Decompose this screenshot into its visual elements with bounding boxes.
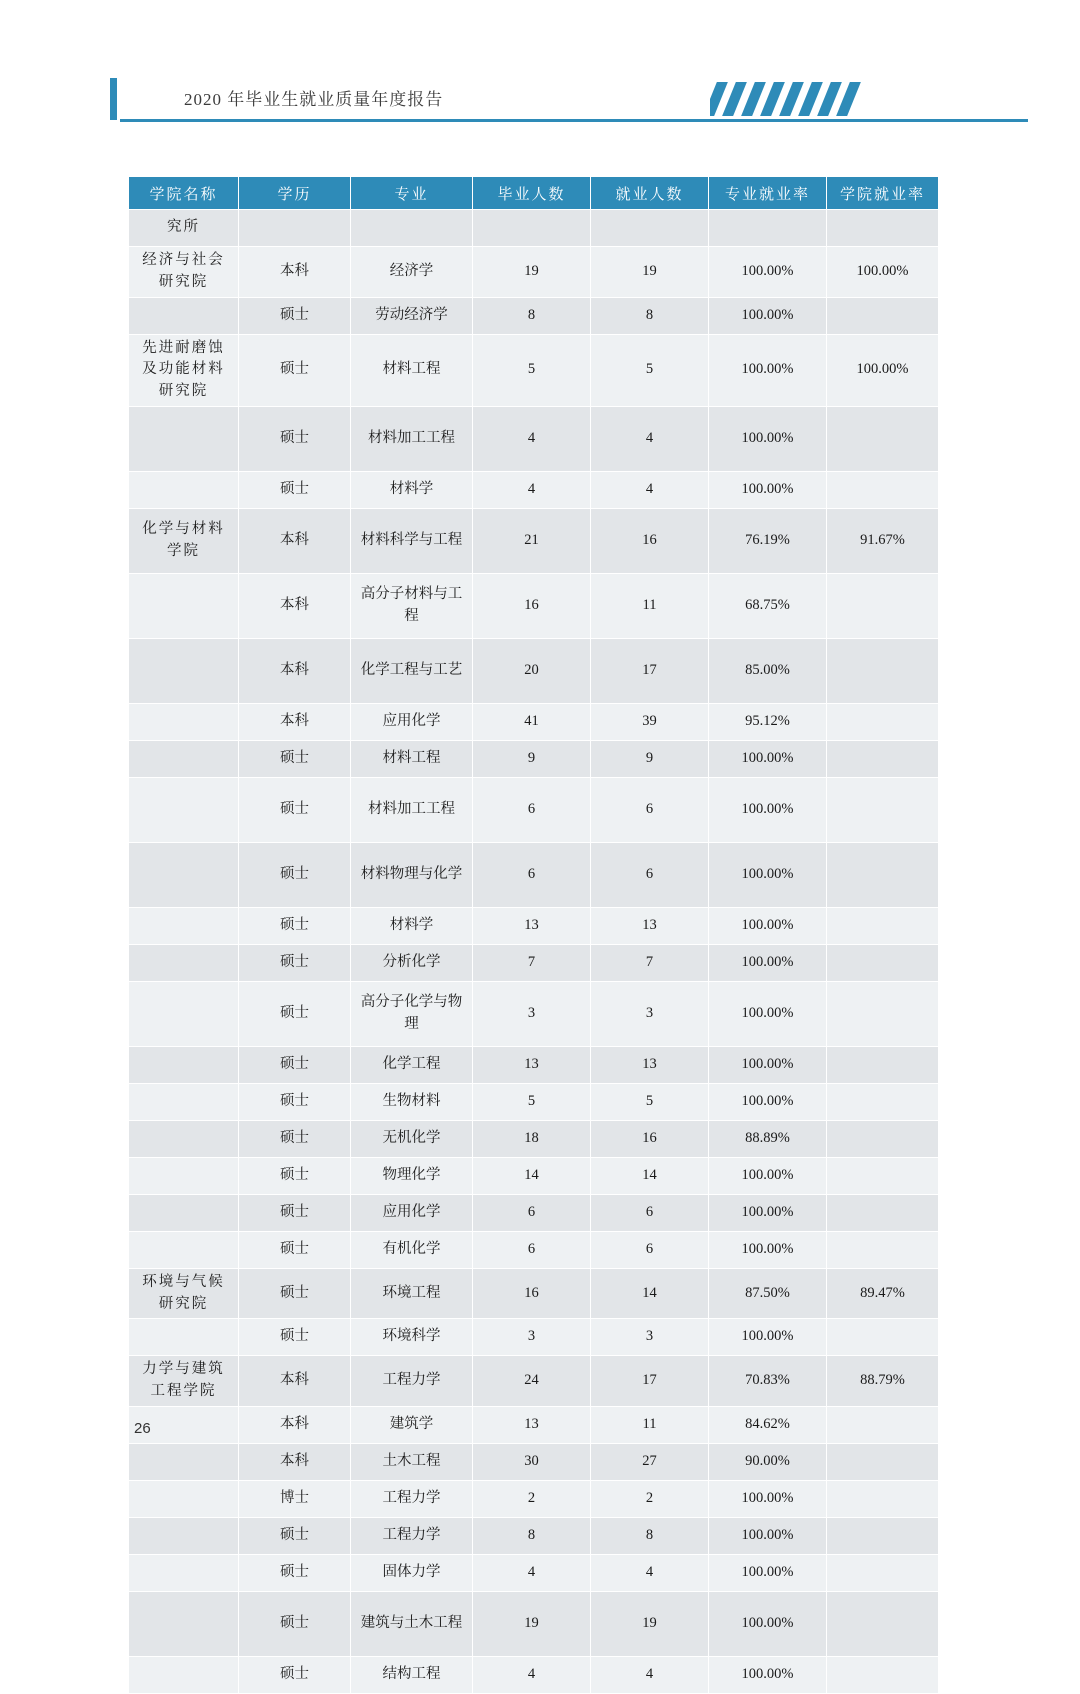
cell-employed: 7 bbox=[591, 944, 709, 981]
table-header-row bbox=[129, 177, 939, 210]
table-row bbox=[129, 1517, 939, 1554]
cell-degree: 本科 bbox=[239, 1443, 351, 1480]
cell-college-rate bbox=[827, 1319, 939, 1356]
cell-major-rate: 76.19% bbox=[709, 508, 827, 573]
table-row bbox=[129, 1656, 939, 1693]
cell-college: 先进耐磨蚀及功能材料研究院 bbox=[129, 334, 239, 406]
cell-graduates: 18 bbox=[473, 1120, 591, 1157]
cell-major: 有机化学 bbox=[351, 1231, 473, 1268]
cell-major: 结构工程 bbox=[351, 1656, 473, 1693]
cell-employed: 17 bbox=[591, 638, 709, 703]
cell-major-rate: 70.83% bbox=[709, 1356, 827, 1407]
cell-college bbox=[129, 981, 239, 1046]
cell-employed: 6 bbox=[591, 842, 709, 907]
cell-degree: 硕士 bbox=[239, 297, 351, 334]
cell-major-rate: 100.00% bbox=[709, 1157, 827, 1194]
col-header-major-rate: 专业就业率 bbox=[709, 177, 827, 210]
cell-major-rate: 88.89% bbox=[709, 1120, 827, 1157]
cell-degree: 硕士 bbox=[239, 1268, 351, 1319]
table-row bbox=[129, 740, 939, 777]
cell-employed: 4 bbox=[591, 406, 709, 471]
cell-college-rate bbox=[827, 1517, 939, 1554]
cell-graduates: 4 bbox=[473, 1554, 591, 1591]
col-header-major: 专业 bbox=[351, 177, 473, 210]
cell-major-rate: 85.00% bbox=[709, 638, 827, 703]
cell-college-rate bbox=[827, 1231, 939, 1268]
cell-major-rate: 100.00% bbox=[709, 1656, 827, 1693]
cell-major-rate: 100.00% bbox=[709, 334, 827, 406]
cell-college: 环境与气候研究院 bbox=[129, 1268, 239, 1319]
cell-major-rate: 100.00% bbox=[709, 1319, 827, 1356]
cell-college bbox=[129, 842, 239, 907]
table-row bbox=[129, 907, 939, 944]
cell-major-rate: 100.00% bbox=[709, 1591, 827, 1656]
cell-employed bbox=[591, 210, 709, 247]
table-row bbox=[129, 1480, 939, 1517]
cell-degree: 本科 bbox=[239, 1406, 351, 1443]
cell-major: 建筑与土木工程 bbox=[351, 1591, 473, 1656]
cell-college-rate bbox=[827, 1083, 939, 1120]
cell-college-rate bbox=[827, 981, 939, 1046]
cell-college-rate: 91.67% bbox=[827, 508, 939, 573]
cell-college bbox=[129, 1554, 239, 1591]
cell-college bbox=[129, 1083, 239, 1120]
cell-graduates: 4 bbox=[473, 1656, 591, 1693]
cell-degree: 本科 bbox=[239, 1356, 351, 1407]
table-row bbox=[129, 1319, 939, 1356]
cell-employed: 3 bbox=[591, 981, 709, 1046]
cell-degree: 硕士 bbox=[239, 944, 351, 981]
cell-major: 材料加工工程 bbox=[351, 777, 473, 842]
cell-major-rate: 100.00% bbox=[709, 471, 827, 508]
col-header-employed: 就业人数 bbox=[591, 177, 709, 210]
cell-employed: 4 bbox=[591, 1554, 709, 1591]
cell-major-rate: 100.00% bbox=[709, 1194, 827, 1231]
cell-major-rate: 90.00% bbox=[709, 1443, 827, 1480]
cell-degree: 硕士 bbox=[239, 1554, 351, 1591]
cell-major-rate: 95.12% bbox=[709, 703, 827, 740]
cell-degree: 本科 bbox=[239, 508, 351, 573]
cell-college bbox=[129, 703, 239, 740]
employment-rate-table bbox=[128, 176, 939, 1694]
cell-degree: 硕士 bbox=[239, 471, 351, 508]
table-row bbox=[129, 842, 939, 907]
cell-graduates: 19 bbox=[473, 1591, 591, 1656]
col-header-college: 学院名称 bbox=[129, 177, 239, 210]
cell-college bbox=[129, 907, 239, 944]
cell-college bbox=[129, 1656, 239, 1693]
table-row bbox=[129, 703, 939, 740]
table-row bbox=[129, 777, 939, 842]
cell-college-rate bbox=[827, 777, 939, 842]
cell-college-rate bbox=[827, 1157, 939, 1194]
table-header bbox=[129, 177, 939, 210]
cell-college-rate bbox=[827, 1480, 939, 1517]
cell-major-rate: 100.00% bbox=[709, 1046, 827, 1083]
cell-employed: 17 bbox=[591, 1356, 709, 1407]
header-accent-bar bbox=[110, 78, 117, 120]
cell-employed: 8 bbox=[591, 297, 709, 334]
cell-major: 土木工程 bbox=[351, 1443, 473, 1480]
cell-employed: 5 bbox=[591, 1083, 709, 1120]
cell-major: 材料科学与工程 bbox=[351, 508, 473, 573]
cell-employed: 11 bbox=[591, 1406, 709, 1443]
cell-graduates: 24 bbox=[473, 1356, 591, 1407]
cell-major: 分析化学 bbox=[351, 944, 473, 981]
cell-degree: 硕士 bbox=[239, 1319, 351, 1356]
cell-major: 固体力学 bbox=[351, 1554, 473, 1591]
cell-major-rate: 87.50% bbox=[709, 1268, 827, 1319]
table-row bbox=[129, 210, 939, 247]
cell-employed: 6 bbox=[591, 1194, 709, 1231]
cell-degree: 硕士 bbox=[239, 1194, 351, 1231]
cell-graduates: 7 bbox=[473, 944, 591, 981]
page-number: 26 bbox=[134, 1420, 151, 1437]
cell-major: 环境科学 bbox=[351, 1319, 473, 1356]
table-row bbox=[129, 638, 939, 703]
cell-major-rate: 100.00% bbox=[709, 247, 827, 298]
cell-graduates: 6 bbox=[473, 1194, 591, 1231]
cell-employed: 4 bbox=[591, 471, 709, 508]
cell-major: 应用化学 bbox=[351, 703, 473, 740]
cell-college-rate bbox=[827, 471, 939, 508]
cell-college-rate bbox=[827, 842, 939, 907]
cell-college-rate: 100.00% bbox=[827, 247, 939, 298]
cell-college bbox=[129, 297, 239, 334]
cell-major-rate: 100.00% bbox=[709, 1480, 827, 1517]
cell-major-rate: 84.62% bbox=[709, 1406, 827, 1443]
cell-graduates: 16 bbox=[473, 1268, 591, 1319]
cell-degree: 硕士 bbox=[239, 1656, 351, 1693]
cell-graduates: 4 bbox=[473, 406, 591, 471]
cell-graduates: 6 bbox=[473, 777, 591, 842]
cell-degree: 硕士 bbox=[239, 842, 351, 907]
cell-college bbox=[129, 1319, 239, 1356]
table-row bbox=[129, 1443, 939, 1480]
cell-major-rate: 100.00% bbox=[709, 944, 827, 981]
cell-major: 无机化学 bbox=[351, 1120, 473, 1157]
cell-major-rate: 100.00% bbox=[709, 406, 827, 471]
cell-college bbox=[129, 777, 239, 842]
cell-major: 工程力学 bbox=[351, 1356, 473, 1407]
cell-degree: 硕士 bbox=[239, 1046, 351, 1083]
cell-major: 劳动经济学 bbox=[351, 297, 473, 334]
cell-major-rate: 100.00% bbox=[709, 1554, 827, 1591]
cell-graduates: 13 bbox=[473, 1406, 591, 1443]
table-row bbox=[129, 247, 939, 298]
cell-college bbox=[129, 1046, 239, 1083]
table-row bbox=[129, 1554, 939, 1591]
cell-major: 材料加工工程 bbox=[351, 406, 473, 471]
cell-degree: 硕士 bbox=[239, 1591, 351, 1656]
cell-major: 建筑学 bbox=[351, 1406, 473, 1443]
table-row bbox=[129, 334, 939, 406]
cell-employed: 16 bbox=[591, 1120, 709, 1157]
header-divider bbox=[120, 119, 1028, 122]
cell-major-rate: 100.00% bbox=[709, 1517, 827, 1554]
cell-college bbox=[129, 471, 239, 508]
cell-graduates: 2 bbox=[473, 1480, 591, 1517]
cell-college: 经济与社会研究院 bbox=[129, 247, 239, 298]
cell-college-rate bbox=[827, 297, 939, 334]
page-header bbox=[110, 78, 1028, 124]
cell-major: 环境工程 bbox=[351, 1268, 473, 1319]
cell-college: 力学与建筑工程学院 bbox=[129, 1356, 239, 1407]
cell-graduates bbox=[473, 210, 591, 247]
cell-college-rate bbox=[827, 1591, 939, 1656]
cell-college bbox=[129, 638, 239, 703]
cell-college bbox=[129, 1480, 239, 1517]
cell-college-rate bbox=[827, 406, 939, 471]
table-row bbox=[129, 406, 939, 471]
cell-graduates: 5 bbox=[473, 334, 591, 406]
cell-major: 应用化学 bbox=[351, 1194, 473, 1231]
cell-employed: 6 bbox=[591, 777, 709, 842]
cell-college bbox=[129, 1443, 239, 1480]
cell-college bbox=[129, 1517, 239, 1554]
table-row bbox=[129, 1406, 939, 1443]
cell-graduates: 6 bbox=[473, 842, 591, 907]
cell-major: 生物材料 bbox=[351, 1083, 473, 1120]
cell-graduates: 30 bbox=[473, 1443, 591, 1480]
cell-college-rate bbox=[827, 703, 939, 740]
table-row bbox=[129, 297, 939, 334]
table-row bbox=[129, 1231, 939, 1268]
cell-employed: 11 bbox=[591, 573, 709, 638]
cell-college: 化学与材料学院 bbox=[129, 508, 239, 573]
cell-major: 材料工程 bbox=[351, 740, 473, 777]
cell-major: 高分子化学与物理 bbox=[351, 981, 473, 1046]
cell-major-rate: 100.00% bbox=[709, 1231, 827, 1268]
cell-college-rate bbox=[827, 1406, 939, 1443]
cell-major-rate: 100.00% bbox=[709, 777, 827, 842]
cell-major: 化学工程与工艺 bbox=[351, 638, 473, 703]
cell-graduates: 19 bbox=[473, 247, 591, 298]
cell-major-rate: 100.00% bbox=[709, 740, 827, 777]
cell-college-rate bbox=[827, 1194, 939, 1231]
cell-employed: 6 bbox=[591, 1231, 709, 1268]
table-row bbox=[129, 1591, 939, 1656]
table-row bbox=[129, 1120, 939, 1157]
cell-degree: 硕士 bbox=[239, 1231, 351, 1268]
cell-college bbox=[129, 1194, 239, 1231]
cell-employed: 9 bbox=[591, 740, 709, 777]
cell-college bbox=[129, 1591, 239, 1656]
cell-college bbox=[129, 944, 239, 981]
cell-employed: 14 bbox=[591, 1157, 709, 1194]
cell-college-rate bbox=[827, 907, 939, 944]
cell-college-rate: 88.79% bbox=[827, 1356, 939, 1407]
cell-college-rate bbox=[827, 1656, 939, 1693]
cell-major: 化学工程 bbox=[351, 1046, 473, 1083]
cell-degree: 硕士 bbox=[239, 907, 351, 944]
cell-college-rate bbox=[827, 573, 939, 638]
cell-college-rate: 89.47% bbox=[827, 1268, 939, 1319]
cell-degree: 硕士 bbox=[239, 406, 351, 471]
cell-employed: 3 bbox=[591, 1319, 709, 1356]
cell-major-rate: 68.75% bbox=[709, 573, 827, 638]
cell-graduates: 9 bbox=[473, 740, 591, 777]
cell-employed: 19 bbox=[591, 247, 709, 298]
cell-degree bbox=[239, 210, 351, 247]
cell-graduates: 5 bbox=[473, 1083, 591, 1120]
cell-major-rate: 100.00% bbox=[709, 1083, 827, 1120]
table-row bbox=[129, 1083, 939, 1120]
cell-major: 工程力学 bbox=[351, 1517, 473, 1554]
table-row bbox=[129, 508, 939, 573]
table-row bbox=[129, 1194, 939, 1231]
table-row bbox=[129, 1157, 939, 1194]
cell-major: 材料工程 bbox=[351, 334, 473, 406]
cell-employed: 39 bbox=[591, 703, 709, 740]
cell-employed: 19 bbox=[591, 1591, 709, 1656]
cell-graduates: 3 bbox=[473, 1319, 591, 1356]
cell-degree: 博士 bbox=[239, 1480, 351, 1517]
cell-employed: 14 bbox=[591, 1268, 709, 1319]
employment-table-container bbox=[128, 176, 938, 1694]
cell-graduates: 20 bbox=[473, 638, 591, 703]
cell-college-rate bbox=[827, 1443, 939, 1480]
cell-degree: 本科 bbox=[239, 703, 351, 740]
cell-college bbox=[129, 1157, 239, 1194]
cell-graduates: 8 bbox=[473, 297, 591, 334]
cell-major bbox=[351, 210, 473, 247]
cell-major-rate: 100.00% bbox=[709, 981, 827, 1046]
col-header-graduates: 毕业人数 bbox=[473, 177, 591, 210]
header-stripes-decoration bbox=[710, 82, 870, 116]
cell-graduates: 13 bbox=[473, 907, 591, 944]
cell-graduates: 16 bbox=[473, 573, 591, 638]
cell-major: 工程力学 bbox=[351, 1480, 473, 1517]
cell-employed: 2 bbox=[591, 1480, 709, 1517]
cell-graduates: 41 bbox=[473, 703, 591, 740]
cell-college bbox=[129, 573, 239, 638]
cell-college bbox=[129, 1231, 239, 1268]
cell-degree: 本科 bbox=[239, 573, 351, 638]
cell-graduates: 3 bbox=[473, 981, 591, 1046]
cell-college-rate bbox=[827, 740, 939, 777]
cell-college-rate bbox=[827, 638, 939, 703]
cell-employed: 13 bbox=[591, 1046, 709, 1083]
cell-graduates: 6 bbox=[473, 1231, 591, 1268]
cell-college-rate bbox=[827, 1554, 939, 1591]
table-row bbox=[129, 1356, 939, 1407]
cell-degree: 硕士 bbox=[239, 777, 351, 842]
cell-graduates: 14 bbox=[473, 1157, 591, 1194]
cell-college-rate bbox=[827, 1120, 939, 1157]
cell-college-rate bbox=[827, 944, 939, 981]
table-row bbox=[129, 1046, 939, 1083]
cell-major: 经济学 bbox=[351, 247, 473, 298]
cell-degree: 硕士 bbox=[239, 1120, 351, 1157]
table-row bbox=[129, 1268, 939, 1319]
cell-degree: 本科 bbox=[239, 247, 351, 298]
cell-employed: 13 bbox=[591, 907, 709, 944]
cell-major-rate: 100.00% bbox=[709, 842, 827, 907]
cell-employed: 4 bbox=[591, 1656, 709, 1693]
cell-degree: 硕士 bbox=[239, 1157, 351, 1194]
table-row bbox=[129, 944, 939, 981]
cell-college-rate bbox=[827, 1046, 939, 1083]
cell-employed: 8 bbox=[591, 1517, 709, 1554]
table-row bbox=[129, 471, 939, 508]
cell-college bbox=[129, 1120, 239, 1157]
cell-graduates: 21 bbox=[473, 508, 591, 573]
cell-employed: 16 bbox=[591, 508, 709, 573]
cell-college-rate: 100.00% bbox=[827, 334, 939, 406]
cell-major-rate: 100.00% bbox=[709, 907, 827, 944]
cell-degree: 硕士 bbox=[239, 740, 351, 777]
cell-college bbox=[129, 740, 239, 777]
cell-degree: 硕士 bbox=[239, 981, 351, 1046]
cell-employed: 27 bbox=[591, 1443, 709, 1480]
col-header-college-rate: 学院就业率 bbox=[827, 177, 939, 210]
cell-degree: 本科 bbox=[239, 638, 351, 703]
cell-college: 究所 bbox=[129, 210, 239, 247]
cell-degree: 硕士 bbox=[239, 334, 351, 406]
table-body bbox=[129, 210, 939, 1694]
cell-major-rate bbox=[709, 210, 827, 247]
cell-major: 材料物理与化学 bbox=[351, 842, 473, 907]
table-row bbox=[129, 573, 939, 638]
cell-employed: 5 bbox=[591, 334, 709, 406]
cell-degree: 硕士 bbox=[239, 1083, 351, 1120]
cell-degree: 硕士 bbox=[239, 1517, 351, 1554]
header-title: 2020 年毕业生就业质量年度报告 bbox=[184, 90, 444, 109]
table-row bbox=[129, 981, 939, 1046]
cell-graduates: 8 bbox=[473, 1517, 591, 1554]
cell-graduates: 13 bbox=[473, 1046, 591, 1083]
cell-major-rate: 100.00% bbox=[709, 297, 827, 334]
cell-major: 材料学 bbox=[351, 471, 473, 508]
cell-college bbox=[129, 406, 239, 471]
cell-college-rate bbox=[827, 210, 939, 247]
cell-graduates: 4 bbox=[473, 471, 591, 508]
cell-major: 高分子材料与工程 bbox=[351, 573, 473, 638]
col-header-degree: 学历 bbox=[239, 177, 351, 210]
cell-major: 材料学 bbox=[351, 907, 473, 944]
cell-major: 物理化学 bbox=[351, 1157, 473, 1194]
